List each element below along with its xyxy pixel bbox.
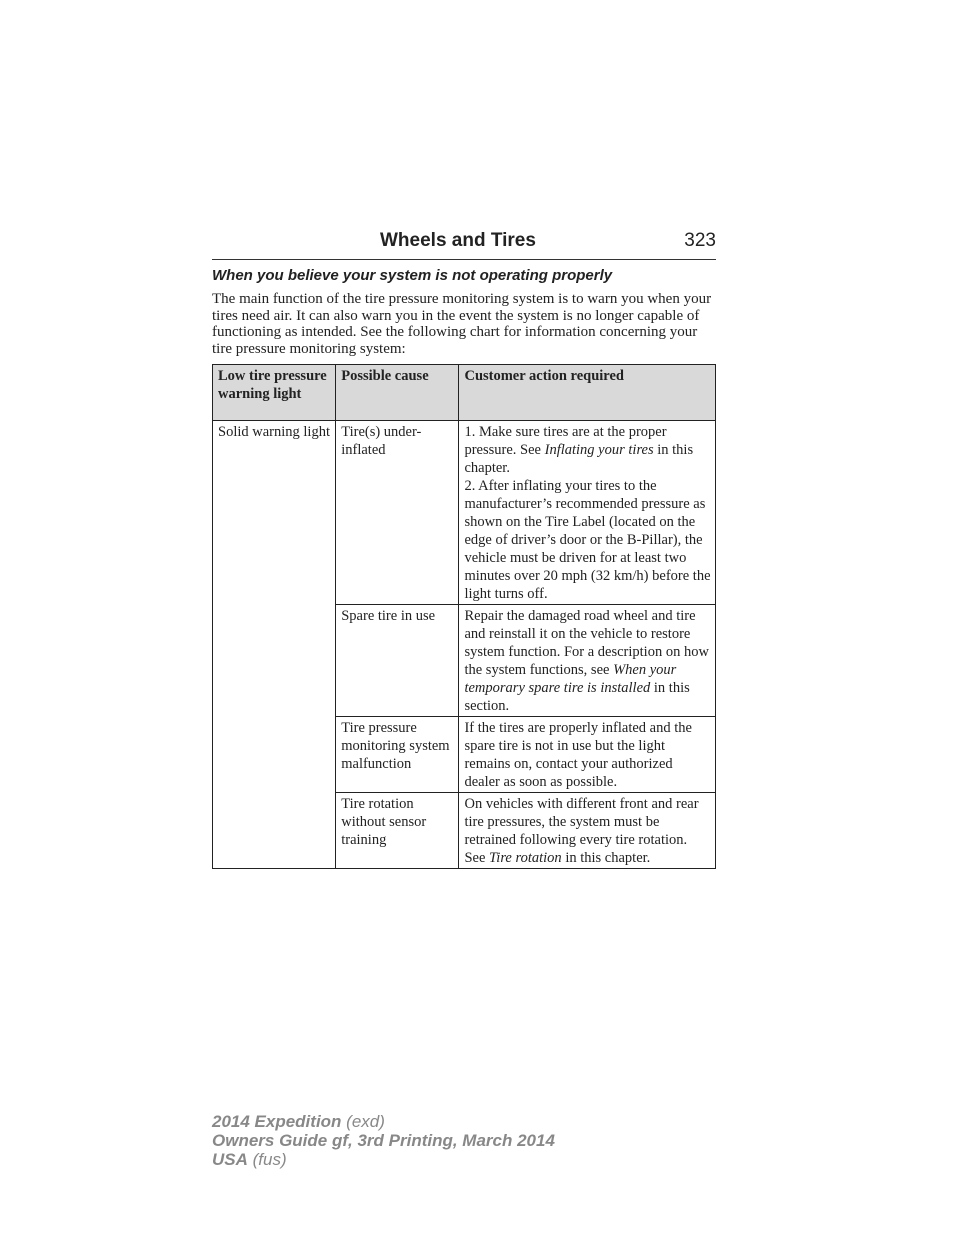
footer-model-code: (exd) — [341, 1112, 385, 1131]
cause-cell: Tire(s) under-inflated — [336, 421, 459, 605]
footer-model: 2014 Expedition — [212, 1112, 342, 1131]
cause-cell: Spare tire in use — [336, 605, 459, 717]
section-title: Wheels and Tires — [380, 230, 536, 251]
action-text: Repair the damaged road wheel and tire and reinstall it on the vehicle to restore system function. For a description on how the system functions, see — [464, 608, 709, 678]
footer-line-2 — [212, 1131, 555, 1150]
subheading: When you believe your system is not operating properly — [212, 267, 613, 284]
cause-cell: Tire rotation without sensor training — [336, 793, 459, 869]
action-text: in this section. — [464, 680, 690, 714]
action-text: in this chapter. — [561, 850, 651, 866]
action-text: On vehicles with different front and rear tire pressures, the system must be retrained following every tire rotation. See — [464, 796, 699, 866]
action-cell: If the tires are properly inflated and the spare tire is not in use but the light remains on, contact your authorized dealer as soon as possible. — [459, 717, 716, 793]
action-cell — [459, 793, 716, 869]
cross-reference: Inflating your tires — [544, 442, 654, 458]
footer-edition: Owners Guide gf, 3rd Printing, March 2014 — [212, 1131, 555, 1150]
page-number: 323 — [684, 230, 716, 251]
page-header — [212, 230, 716, 260]
action-text: 2. After inflating your tires to the manufacturer’s recommended pressure as shown on the Tire Label (located on the edge of driver’s door or the B-Pillar), the vehicle must be driven for at least two minutes over 20 mph (32 km/h) before the light turns off. — [464, 478, 711, 602]
footer-market-code: (fus) — [247, 1150, 287, 1169]
page-footer — [212, 1112, 555, 1169]
cross-reference: When your temporary spare tire is installed — [464, 662, 677, 696]
cross-reference: Tire rotation — [489, 850, 562, 866]
column-header-light: Low tire pressure warning light — [213, 365, 336, 421]
action-cell — [459, 421, 716, 605]
cause-cell: Tire pressure monitoring system malfunction — [336, 717, 459, 793]
action-text: in this chapter. — [464, 442, 694, 476]
column-header-action: Customer action required — [459, 365, 716, 421]
action-text: 1. Make sure tires are at the proper pressure. See — [464, 424, 667, 458]
warning-light-cell: Solid warning light — [213, 421, 336, 869]
intro-paragraph: The main function of the tire pressure monitoring system is to warn you when your tires need air. It can also warn you in the event the system is no longer capable of functioning as intended. See the following chart for information concerning your tire pressure monitoring system: — [212, 291, 712, 357]
footer-line-3 — [212, 1150, 555, 1169]
footer-market: USA — [212, 1150, 248, 1169]
table-row — [213, 421, 716, 605]
action-cell — [459, 605, 716, 717]
tpms-table — [212, 364, 716, 869]
table-header-row — [213, 365, 716, 421]
footer-line-1 — [212, 1112, 555, 1131]
column-header-cause: Possible cause — [336, 365, 459, 421]
